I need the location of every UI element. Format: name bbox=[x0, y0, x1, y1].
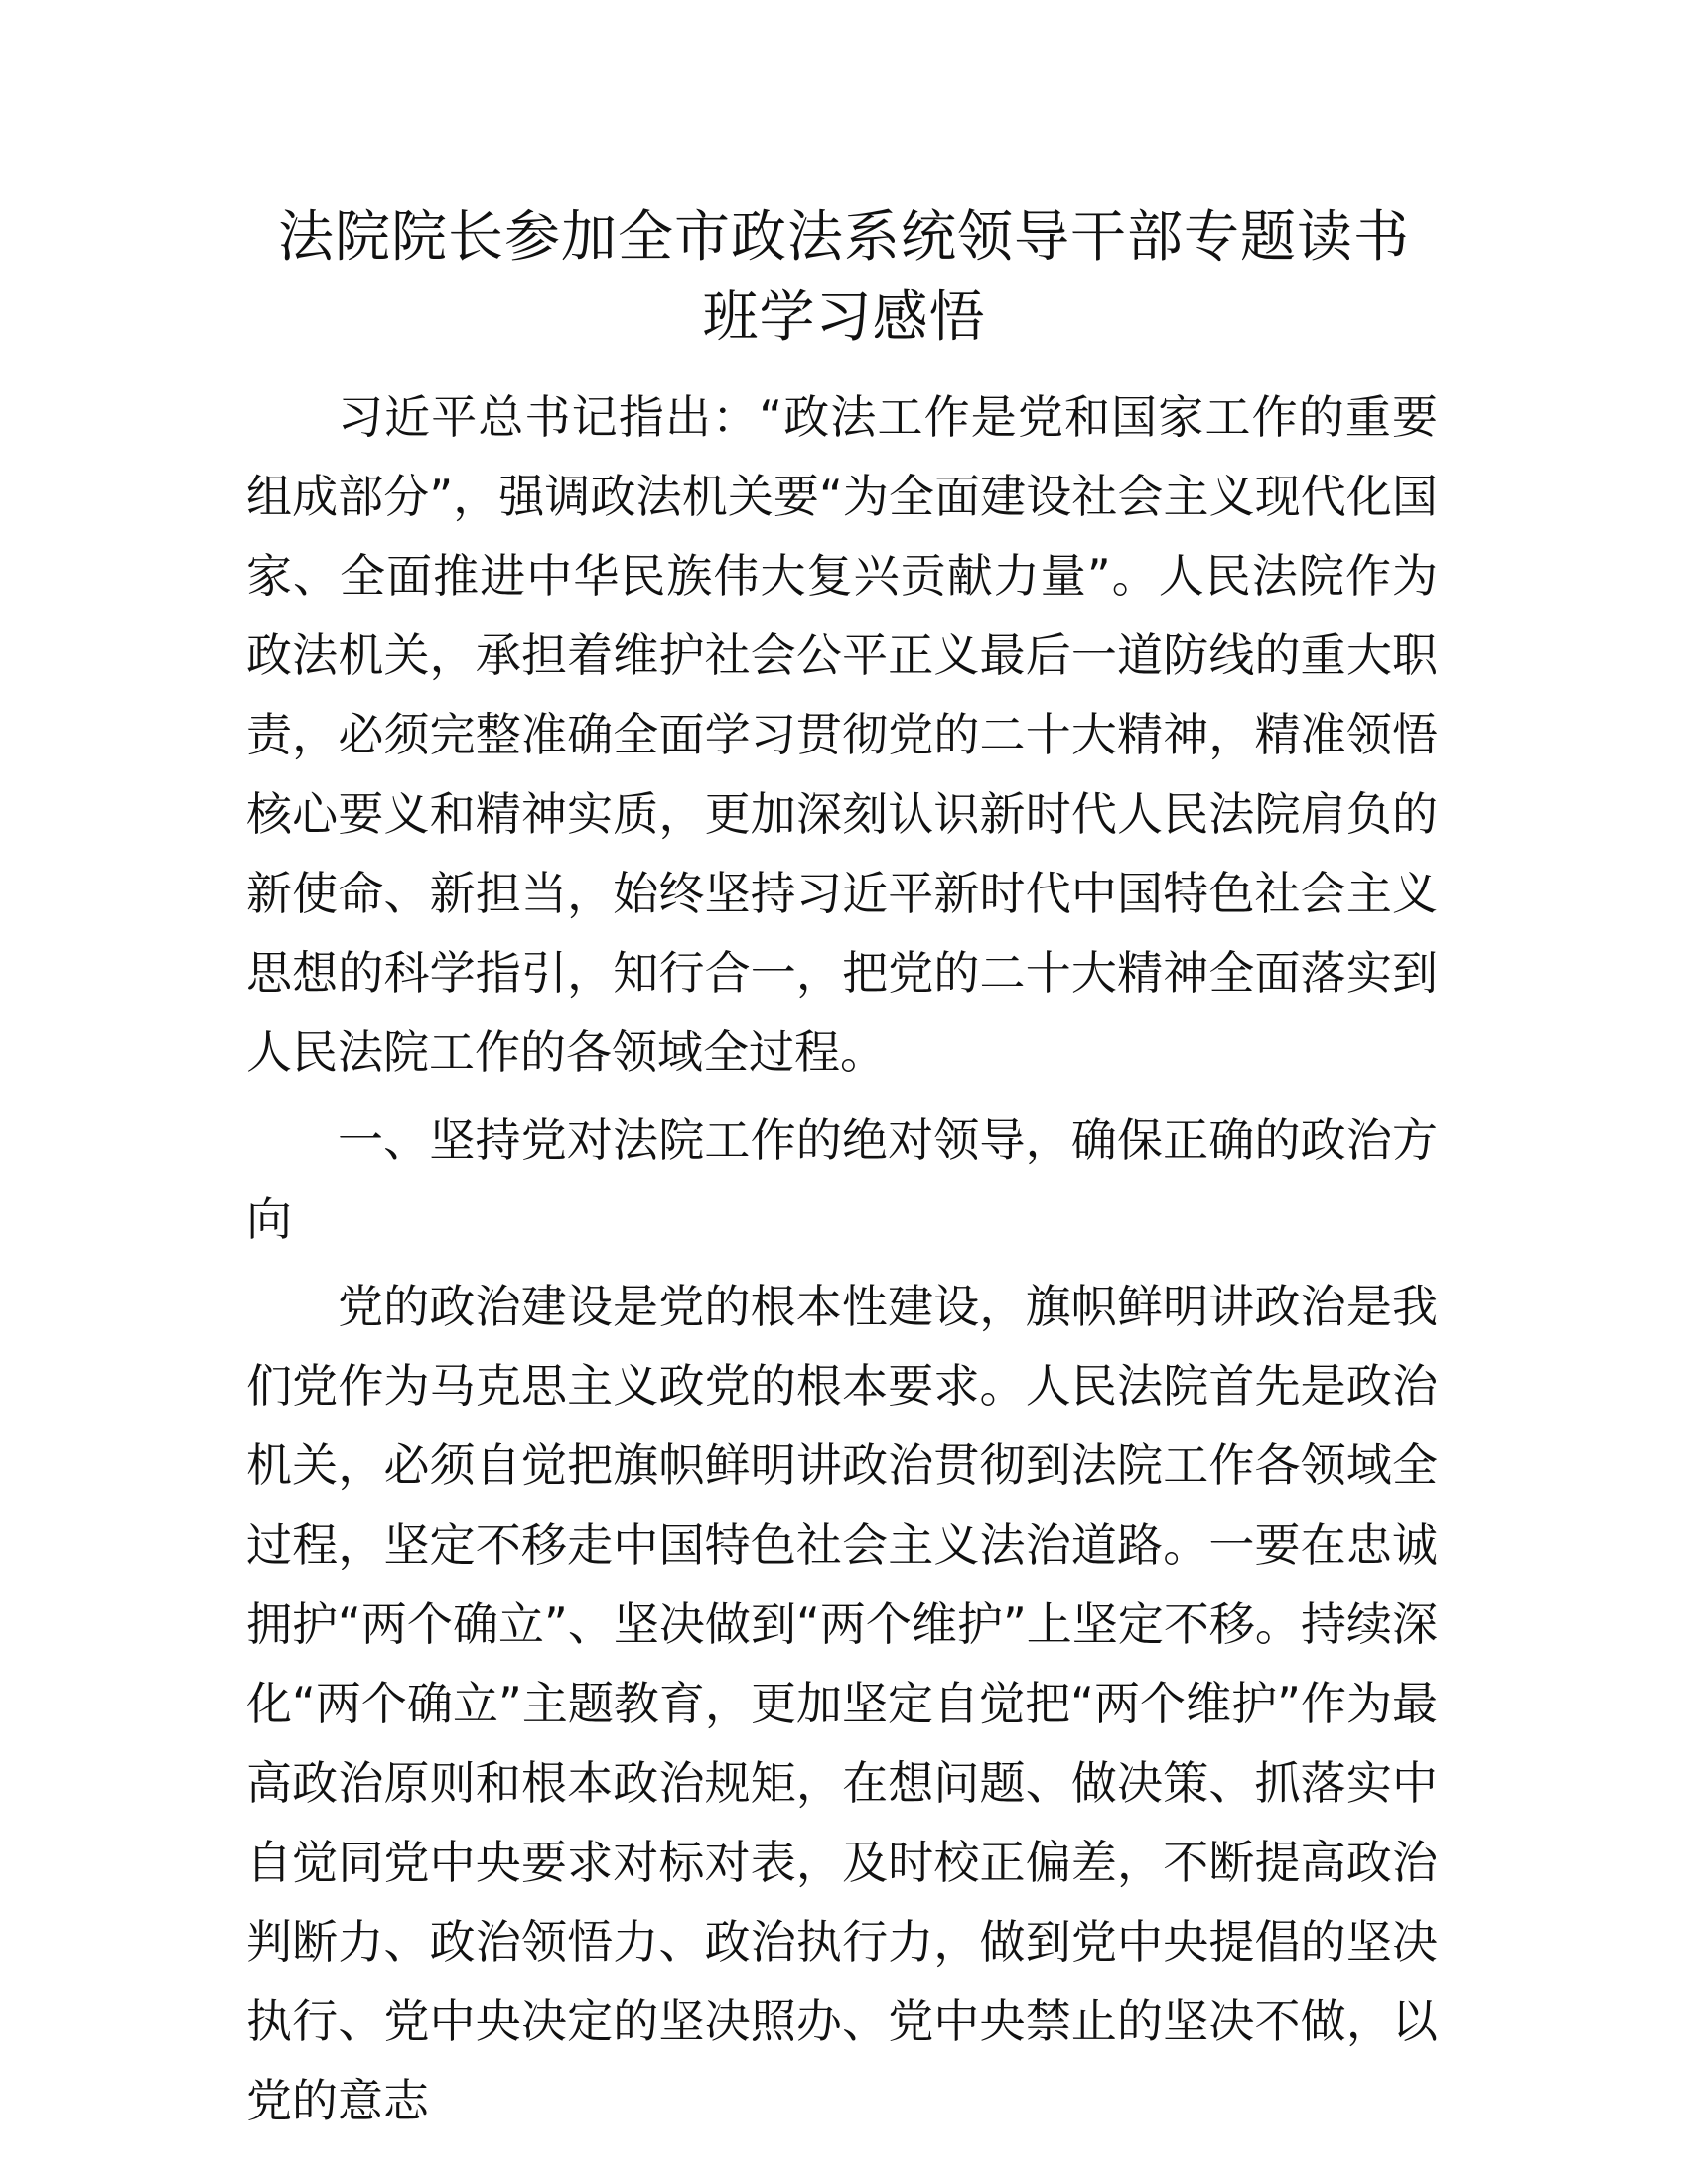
intro-paragraph: 习近平总书记指出：“政法工作是党和国家工作的重要组成部分”，强调政法机关要“为全面建设社会主义现代化国家、全面推进中华民族伟大复兴贡献力量”。人民法院作为政法机关，承担着维护社会公平正义最后一道防线的重大职责，必须完整准确全面学习贯彻党的二十大精神，精准领悟核心要义和精神实质，更加深刻认识新时代人民法院肩负的新使命、新担当，始终坚持习近平新时代中国特色社会主义思想的科学指引，知行合一，把党的二十大精神全面落实到人民法院工作的各领域全过程。 bbox=[246, 390, 1438, 1079]
section-paragraph: 党的政治建设是党的根本性建设，旗帜鲜明讲政治是我们党作为马克思主义政党的根本要求。人民法院首先是政治机关，必须自觉把旗帜鲜明讲政治贯彻到法院工作各领域全过程，坚定不移走中国特色社会主义法治道路。一要在忠诚拥护“两个确立”、坚决做到“两个维护”上坚定不移。持续深化“两个确立”主题教育，更加坚定自觉把“两个维护”作为最高政治原则和根本政治规矩，在想问题、做决策、抓落实中自觉同党中央要求对标对表，及时校正偏差，不断提高政治判断力、政治领悟力、政治执行力，做到党中央提倡的坚决执行、党中央决定的坚决照办、党中央禁止的坚决不做，以党的意志 bbox=[246, 1280, 1438, 2127]
title-line-2: 班学习感悟 bbox=[702, 285, 986, 349]
document-title bbox=[228, 199, 1460, 357]
title-line-1: 法院院长参加全市政法系统领导干部专题读书 bbox=[278, 205, 1410, 270]
document-body bbox=[246, 377, 1438, 2140]
section-heading: 一、坚持党对法院工作的绝对领导，确保正确的政治方向 bbox=[246, 1113, 1438, 1246]
